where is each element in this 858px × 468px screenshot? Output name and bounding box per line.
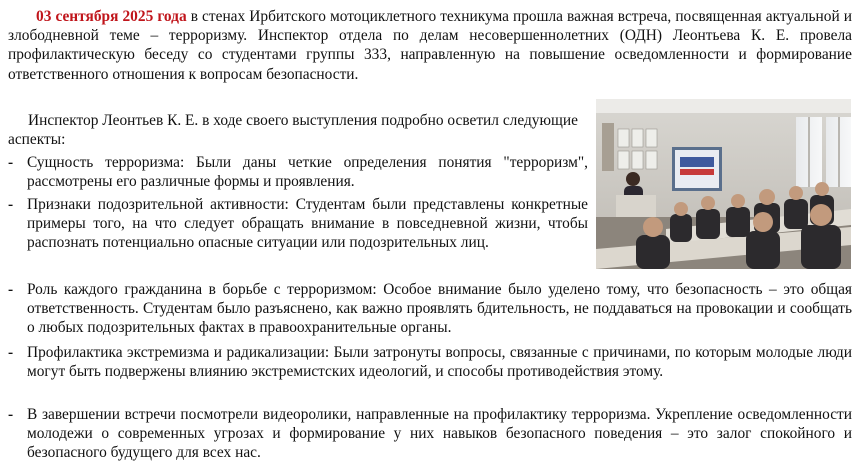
bullet-marker: - bbox=[8, 154, 14, 171]
list-item-text: Сущность терроризма: Были даны четкие определения понятия "терроризм", рассмотрены его различные формы и проявления. bbox=[27, 154, 588, 191]
list-item bbox=[8, 343, 852, 381]
list-item bbox=[8, 280, 852, 338]
bullet-marker: - bbox=[8, 281, 14, 298]
list-item-text: Роль каждого гражданина в борьбе с терроризмом: Особое внимание было уделено тому, что безопасность – это общая ответственность. Студентам было разъяснено, как важно проявлять бдительность, не поддаваться на провокации и сообщать о любых подозрительных фактах в правоохранительные органы. bbox=[27, 281, 852, 337]
list-item bbox=[8, 405, 852, 463]
bullet-marker: - bbox=[8, 406, 14, 423]
list-item-text: Профилактика экстремизма и радикализации: Были затронуты вопросы, связанные с причинами, по которым молодые люди могут быть подвержены влиянию экстремистских идеологий, и способы противодействия этому. bbox=[27, 344, 852, 381]
intro-text: в стенах Ирбитского мотоциклетного техникума прошла важная встреча, посвященная актуальной и злободневной теме – терроризму. Инспектор отдела по делам несовершеннолетних (ОДН) Леонтьева К. Е. провела профилактическую беседу со студентами группы 333, направленную на повышение осведомленности и формирование ответственного отношения к вопросам безопасности. bbox=[8, 8, 852, 83]
list-item bbox=[8, 195, 588, 253]
intro-paragraph bbox=[8, 7, 852, 84]
list-item-text: В завершении встречи посмотрели видеоролики, направленные на профилактику терроризма. Укрепление осведомленности молодежи о современных угрозах и формирование у них навыков безопасного поведения – это залог спокойного и безопасного будущего для всех нас. bbox=[27, 406, 852, 462]
bullet-marker: - bbox=[8, 196, 14, 213]
lead-paragraph: Инспектор Леонтьев К. Е. в ходе своего выступления подробно осветил следующие аспекты: bbox=[8, 112, 578, 149]
list-item-text: Признаки подозрительной активности: Студентам были представлены конкретные примеры того, на что следует обращать внимание в повседневной жизни, чтобы распознать потенциально опасные ситуации или подозрительных лиц. bbox=[27, 196, 588, 252]
bullet-marker: - bbox=[8, 344, 14, 361]
classroom-photo bbox=[596, 99, 851, 269]
event-date: 03 сентября 2025 года bbox=[36, 8, 187, 25]
list-item bbox=[8, 153, 588, 191]
